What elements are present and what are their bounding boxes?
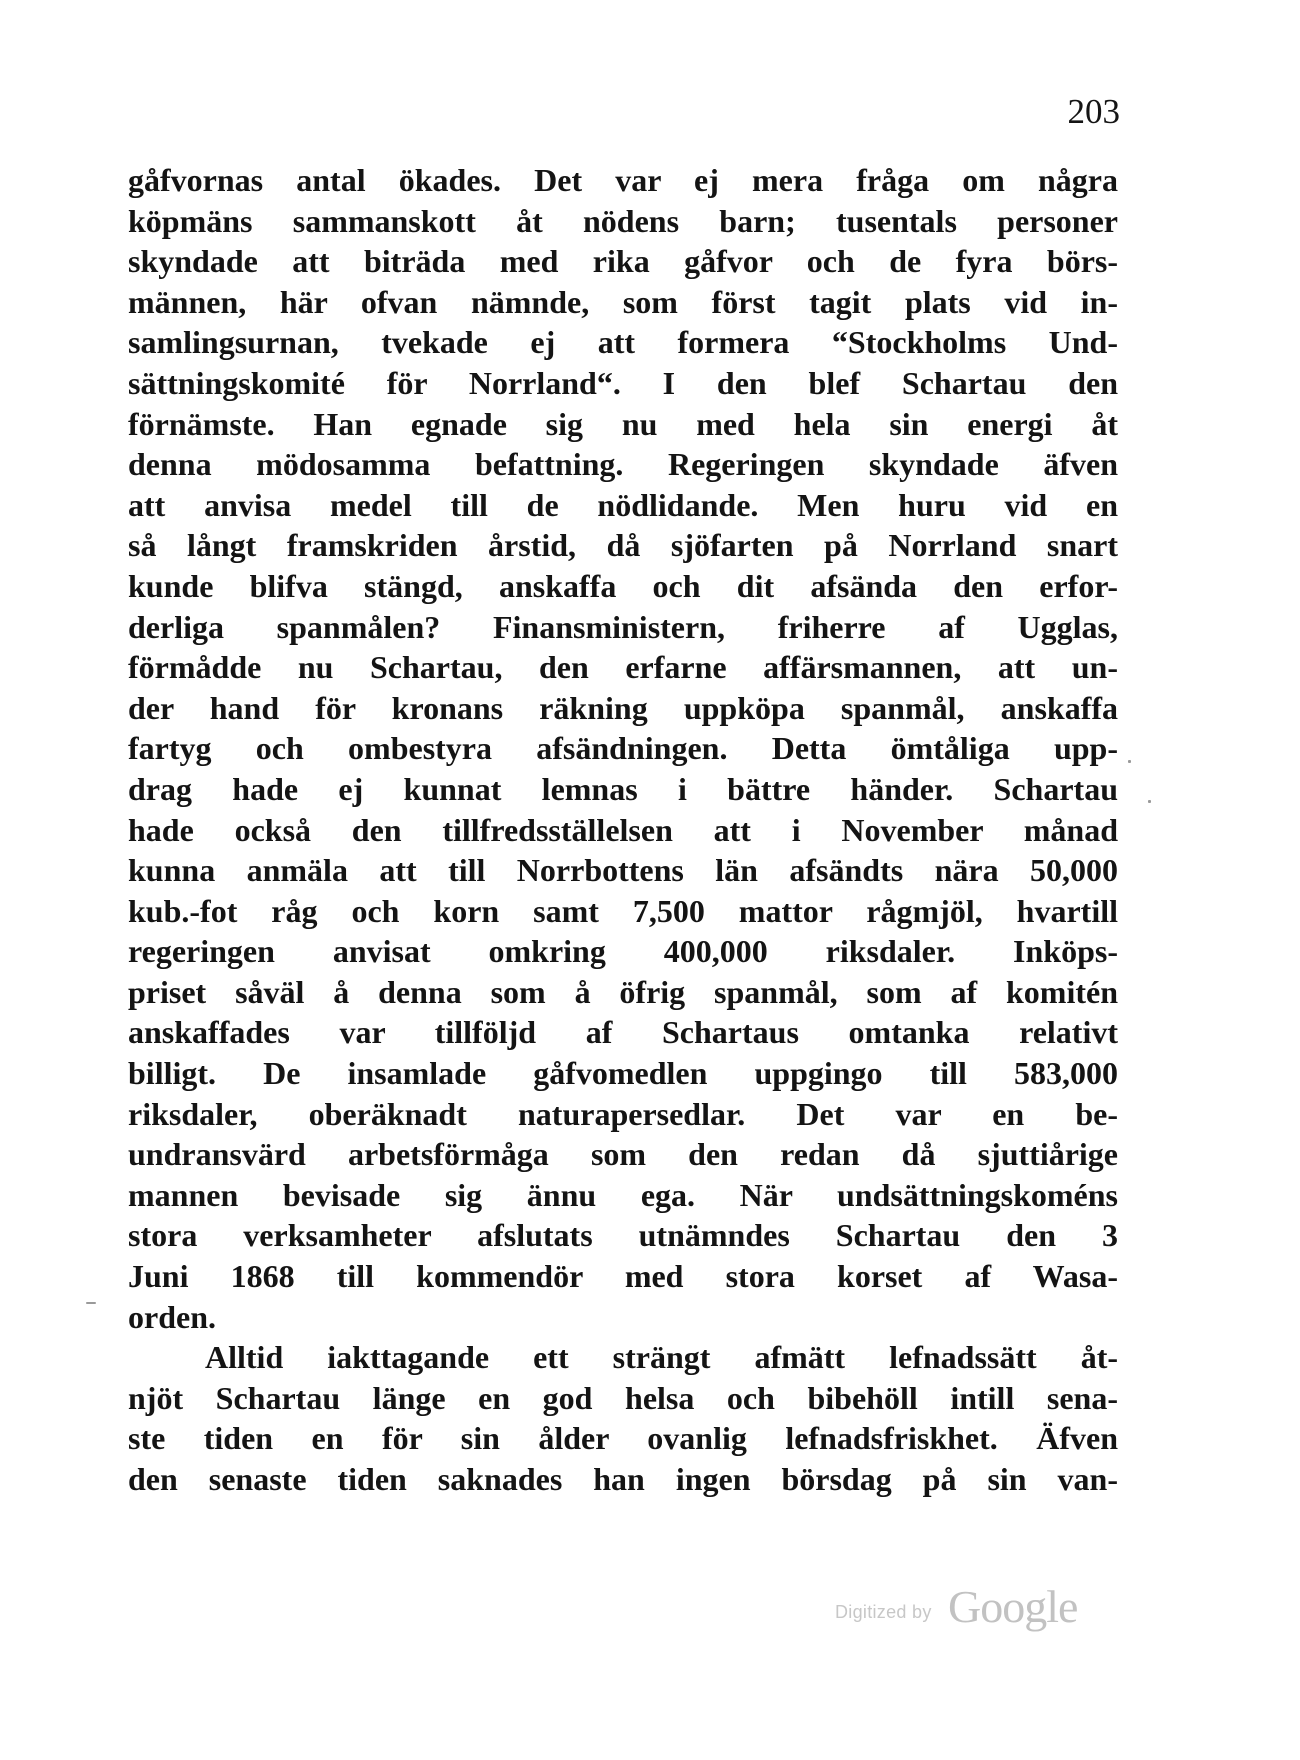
- text-line: mannen bevisade sig ännu ega. När undsättningskoméns: [128, 1176, 1118, 1213]
- text-line: drag hade ej kunnat lemnas i bättre händer. Schartau: [128, 770, 1118, 807]
- body-text: [128, 160, 1118, 1500]
- text-line: denna mödosamma befattning. Regeringen skyndade äfven: [128, 446, 1118, 483]
- watermark-prefix: Digitized by: [835, 1602, 932, 1622]
- text-line: kunna anmäla att till Norrbottens län afsändts nära 50,000: [128, 852, 1118, 889]
- text-line: undransvärd arbetsförmåga som den redan då sjuttiårige: [128, 1136, 1118, 1173]
- text-line: gåfvornas antal ökades. Det var ej mera fråga om några: [128, 162, 1118, 198]
- text-line: fartyg och ombestyra afsändningen. Detta ömtåliga upp-: [128, 730, 1118, 767]
- text-line: männen, här ofvan nämnde, som först tagit plats vid in-: [128, 283, 1118, 320]
- google-watermark: [835, 1580, 1095, 1640]
- text-line: riksdaler, oberäknadt naturapersedlar. Det var en be-: [128, 1095, 1118, 1132]
- text-line: hade också den tillfredsställelsen att i November månad: [128, 811, 1118, 848]
- page-number: 203: [1067, 92, 1120, 131]
- text-line: anskaffades var tillföljd af Schartaus omtanka relativt: [128, 1014, 1118, 1051]
- text-line: billigt. De insamlade gåfvomedlen uppgingo till 583,000: [128, 1055, 1118, 1092]
- text-line: köpmäns sammanskott åt nödens barn; tusentals personer: [128, 202, 1118, 239]
- text-line-paragraph-end: orden.: [128, 1298, 216, 1335]
- text-line: njöt Schartau länge en god helsa och bibehöll intill sena-: [128, 1379, 1118, 1416]
- scan-speck: [86, 1302, 96, 1304]
- text-line: der hand för kronans räkning uppköpa spanmål, anskaffa: [128, 689, 1118, 726]
- text-line-paragraph-start: Alltid iakttagande ett strängt afmätt lefnadssätt åt-: [205, 1339, 1118, 1376]
- text-line: att anvisa medel till de nödlidande. Men huru vid en: [128, 486, 1118, 523]
- text-line: sättningskomité för Norrland“. I den blef Schartau den: [128, 364, 1118, 401]
- text-line: regeringen anvisat omkring 400,000 riksdaler. Inköps-: [128, 933, 1118, 970]
- text-line: samlingsurnan, tvekade ej att formera “Stockholms Und-: [128, 324, 1118, 361]
- text-line: ste tiden en för sin ålder ovanlig lefnadsfriskhet. Äfven: [128, 1420, 1118, 1457]
- text-line: så långt framskriden årstid, då sjöfarten på Norrland snart: [128, 527, 1118, 564]
- text-line: förmådde nu Schartau, den erfarne affärsmannen, att un-: [128, 649, 1118, 686]
- text-line: priset såväl å denna som å öfrig spanmål, som af komitén: [128, 973, 1118, 1010]
- text-line: den senaste tiden saknades han ingen börsdag på sin van-: [128, 1461, 1118, 1497]
- scan-speck: [1148, 800, 1151, 803]
- text-line: kunde blifva stängd, anskaffa och dit afsända den erfor-: [128, 567, 1118, 604]
- text-line: Juni 1868 till kommendör med stora korset af Wasa-: [128, 1258, 1118, 1295]
- scan-speck: [1128, 760, 1131, 763]
- google-logo: Google: [948, 1581, 1078, 1632]
- text-line: derliga spanmålen? Finansministern, friherre af Ugglas,: [128, 608, 1118, 645]
- text-line: skyndade att biträda med rika gåfvor och de fyra börs-: [128, 243, 1118, 280]
- text-line: stora verksamheter afslutats utnämndes Schartau den 3: [128, 1217, 1118, 1254]
- text-line: kub.-fot råg och korn samt 7,500 mattor rågmjöl, hvartill: [128, 892, 1118, 929]
- text-line: förnämste. Han egnade sig nu med hela sin energi åt: [128, 405, 1118, 442]
